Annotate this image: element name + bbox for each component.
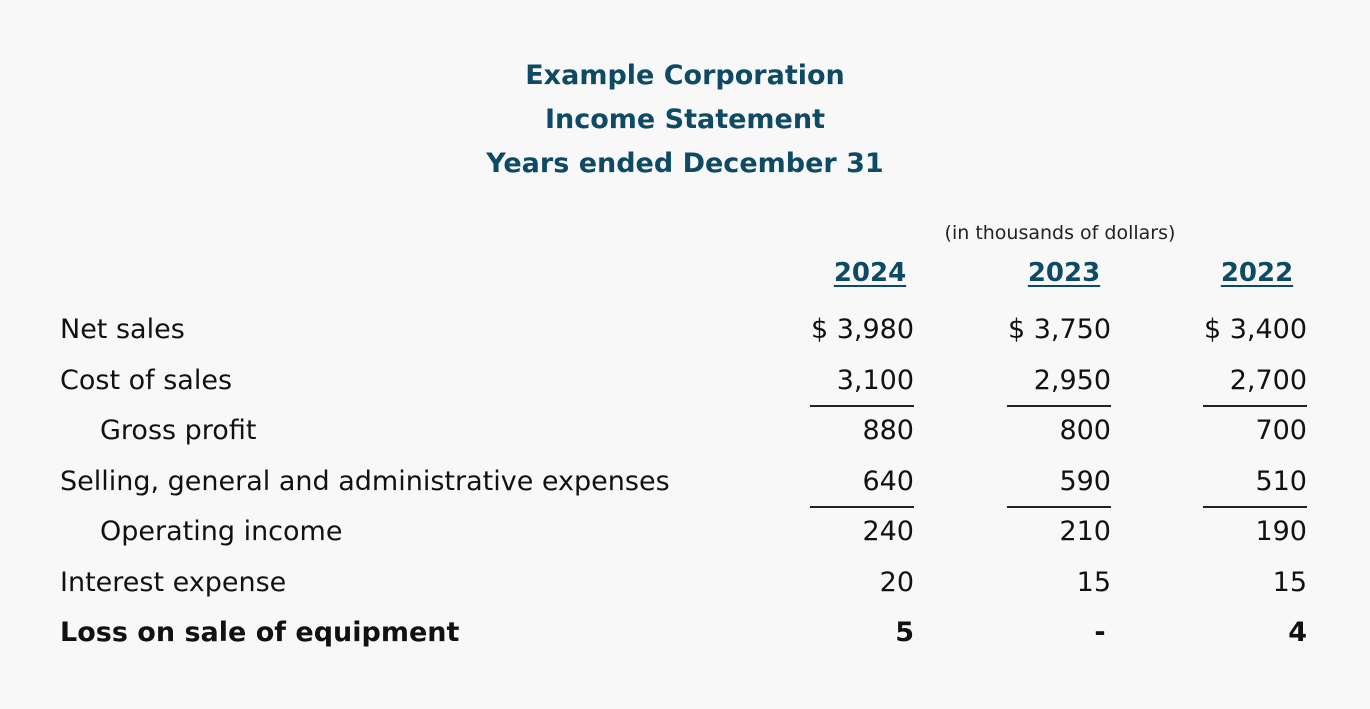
value-2024: 880	[862, 415, 914, 446]
row-label: Operating income	[100, 516, 343, 547]
value-2023: 2,950	[1007, 363, 1111, 407]
value-2023: 15	[1076, 567, 1111, 598]
value-2022: 4	[1288, 617, 1307, 648]
value-2022: 2,700	[1203, 363, 1307, 407]
year-header-2023: 2023	[1027, 258, 1101, 288]
row-label: Interest expense	[60, 567, 287, 598]
company-name: Example Corporation	[525, 60, 845, 91]
statement-header	[0, 54, 1370, 186]
value-2023: 590	[1007, 464, 1111, 508]
statement-period: Years ended December 31	[486, 148, 884, 179]
value-2024: 5	[895, 617, 914, 648]
value-2023: 210	[1059, 516, 1111, 547]
table-row-interest-expense	[0, 565, 1370, 615]
value-2023: $ 3,750	[1007, 314, 1111, 345]
value-2024: 20	[879, 567, 914, 598]
table-row-gross-profit	[0, 413, 1370, 463]
value-2022: 510	[1203, 464, 1307, 508]
row-label: Gross profit	[100, 415, 257, 446]
row-label: Net sales	[60, 314, 185, 345]
row-label: Cost of sales	[60, 365, 233, 396]
value-2022: $ 3,400	[1203, 314, 1307, 345]
row-label: Loss on sale of equipment	[60, 617, 460, 648]
value-2024: 240	[862, 516, 914, 547]
value-2022: 190	[1255, 516, 1307, 547]
table-row-net-sales	[0, 312, 1370, 362]
units-note: (in thousands of dollars)	[944, 222, 1176, 244]
statement-title: Income Statement	[544, 104, 826, 135]
table-row-loss-on-sale	[0, 615, 1370, 665]
value-2023: 800	[1059, 415, 1111, 446]
value-2024: $ 3,980	[810, 314, 914, 345]
value-2022: 15	[1272, 567, 1307, 598]
year-header-2022: 2022	[1220, 258, 1294, 288]
table-row-operating-income	[0, 514, 1370, 564]
value-2024: 3,100	[810, 363, 914, 407]
value-2023: -	[1094, 617, 1106, 648]
table-row-sga-expenses	[0, 464, 1370, 514]
row-label: Selling, general and administrative expenses	[60, 466, 670, 497]
value-2024: 640	[810, 464, 914, 508]
value-2022: 700	[1255, 415, 1307, 446]
year-header-2024: 2024	[833, 258, 907, 288]
table-row-cost-of-sales	[0, 363, 1370, 413]
